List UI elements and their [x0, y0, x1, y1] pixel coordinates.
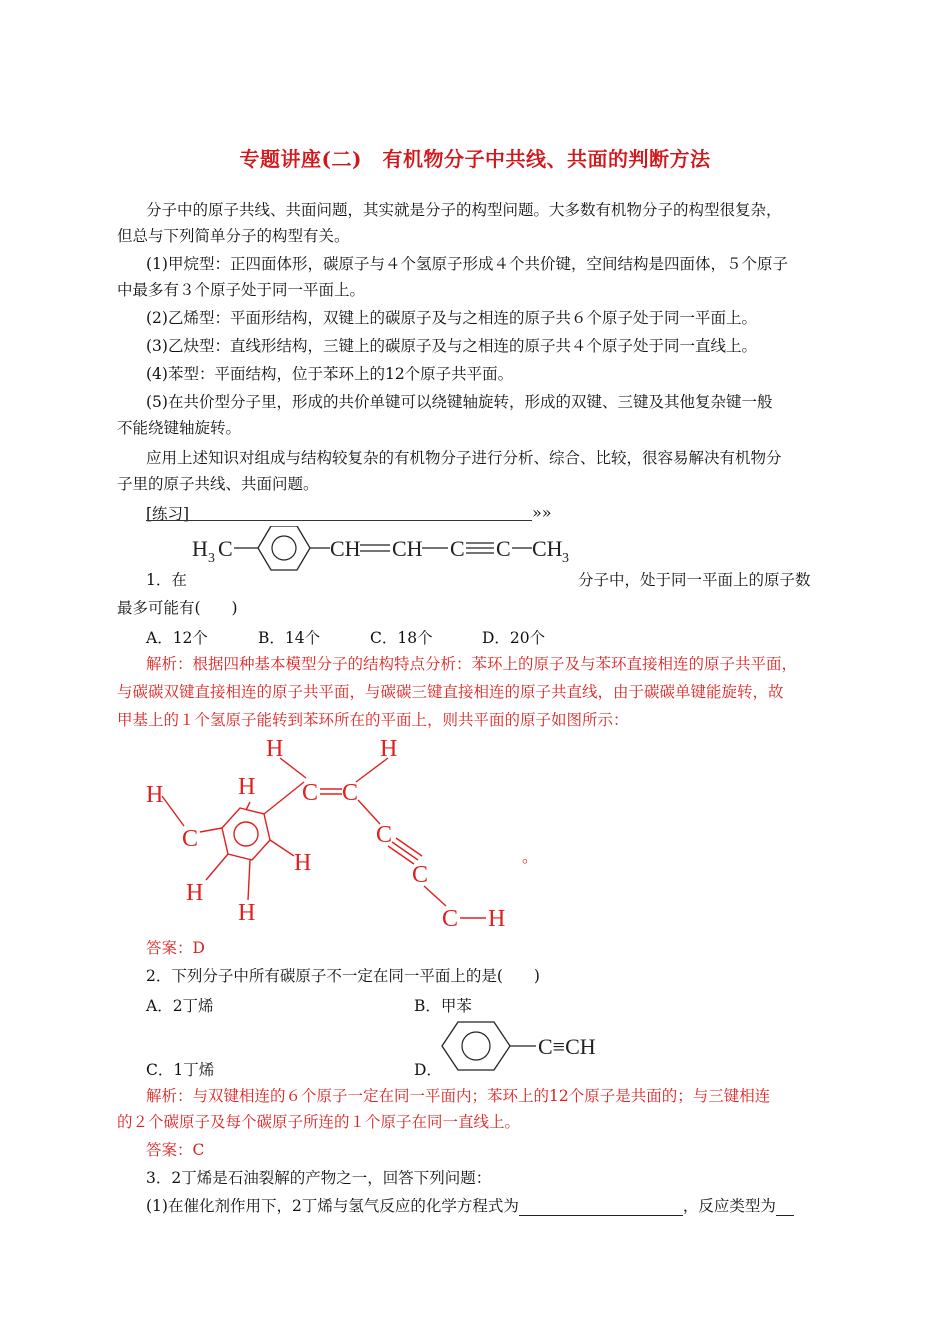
bond-ring-cdouble: [264, 782, 304, 814]
intro-line-2: 但总与下列简单分子的构型有关。: [117, 227, 350, 245]
bond-h-cdouble-right: [356, 758, 388, 782]
h3c-h: H: [192, 536, 208, 561]
q2-stem: 2．下列分子中所有碳原子不一定在同一平面上的是( ): [146, 967, 540, 985]
intro-line-1: 分子中的原子共线、共面问题，其实就是分子的构型问题。大多数有机物分子的构型很复杂，: [146, 201, 782, 219]
atom-c-double-right: C: [342, 780, 359, 806]
diagram-bonds: [162, 758, 486, 918]
rule-5-line-1: (5)在共价型分子里，形成的共价单键可以绕键轴旋转，形成的双键、三键及其他复杂键一般: [146, 393, 773, 411]
q2-option-d: D．: [414, 1061, 442, 1079]
apply-line-1: 应用上述知识对组成与结构较复杂的有机物分子进行分析、综合、比较，很容易解决有机物分: [146, 449, 782, 467]
diagram-benzene-circle: [234, 822, 258, 846]
q2-option-c: C．1丁烯: [146, 1061, 215, 1079]
option-d-benzene-ring: [442, 1022, 510, 1070]
option-d-benzene-circle: [462, 1032, 490, 1060]
q1-stem-after: 分子中，处于同一平面上的原子数: [578, 571, 811, 589]
chain-ch-b: CH: [392, 536, 423, 561]
q3-sub-1: [146, 1196, 794, 1216]
chain-ch3: CH: [532, 536, 563, 561]
atom-h-top-left: H: [266, 736, 284, 762]
q3-sub-1-after: ，反应类型为: [682, 1197, 776, 1215]
q1-option-c: C．18个: [370, 629, 433, 647]
q1-number: 1．在: [146, 571, 187, 589]
chain-ch3-sub: 3: [562, 551, 569, 566]
chain-c2: C: [496, 536, 511, 561]
q2-analysis-line-2: 的２个碳原子及每个碳原子所连的１个原子在同一直线上。: [117, 1113, 521, 1131]
q2-analysis-line-1: 解析：与双键相连的６个原子一定在同一平面内；苯环上的12个原子是共面的；与三键相连: [146, 1087, 771, 1105]
q1-analysis-line-1: 解析：根据四种基本模型分子的结构特点分析：苯环上的原子及与苯环直接相连的原子共平面，: [146, 655, 798, 673]
atom-c-triple-top: C: [376, 822, 393, 848]
option-d-formula: C≡CH: [538, 1034, 596, 1059]
bond-ring-h-top: [246, 802, 250, 810]
rule-2: (2)乙烯型：平面形结构，双键上的碳原子及与之相连的原子共６个原子处于同一平面上。: [146, 309, 757, 327]
atom-h-ring-right: H: [294, 850, 312, 876]
q2-option-d-structure: [436, 1018, 636, 1074]
bond-h-cmethyl: [162, 796, 184, 826]
q1-option-b: B．14个: [258, 629, 321, 647]
rule-3: (3)乙炔型：直线形结构，三键上的碳原子及与之相连的原子共４个原子处于同一直线上。: [146, 337, 757, 355]
atom-c-terminal: C: [442, 906, 459, 930]
q3-stem: 3．2丁烯是石油裂解的产物之一，回答下列问题：: [146, 1169, 492, 1187]
q1-stem-line-2: 最多可能有( ): [117, 599, 238, 617]
bond-h-cdouble-left: [280, 758, 306, 778]
bond-ring-h-left: [206, 854, 228, 880]
coplanar-atoms-diagram: [140, 730, 540, 930]
h3c-c: C: [218, 536, 233, 561]
atom-h-top-right: H: [380, 736, 398, 762]
atom-c-double-left: C: [302, 780, 319, 806]
practice-arrow: »»: [532, 503, 552, 522]
bond-cmethyl-ring: [200, 828, 222, 832]
q3-sub-1-before: (1)在催化剂作用下，2丁烯与氢气反应的化学方程式为: [146, 1197, 519, 1215]
bond-ring-h-right: [270, 840, 294, 856]
diagram-period: 。: [522, 849, 539, 866]
q3-answer-blank-1[interactable]: [519, 1199, 683, 1216]
practice-rule: [146, 520, 532, 521]
atom-h-terminal: H: [488, 906, 506, 930]
chain-c1: C: [450, 536, 465, 561]
q2-answer: 答案：C: [146, 1141, 205, 1159]
rule-4: (4)苯型：平面结构，位于苯环上的12个原子共平面。: [146, 365, 514, 383]
q1-analysis-line-2: 与碳碳双键直接相连的原子共平面，与碳碳三键直接相连的原子共直线，由于碳碳单键能旋转，故: [117, 683, 784, 701]
rule-1-line-1: (1)甲烷型：正四面体形，碳原子与４个氢原子形成４个共价键，空间结构是四面体，５个原子: [146, 255, 788, 273]
atom-h-ring-left: H: [186, 880, 204, 906]
benzene-circle: [272, 536, 296, 560]
bond-cdouble-ctriple: [358, 800, 380, 824]
bond-ring-h-bottom: [248, 860, 250, 900]
rule-1-line-2: 中最多有３个原子处于同一平面上。: [117, 281, 366, 299]
h3c-sub: 3: [208, 551, 215, 566]
atom-c-triple-bottom: C: [412, 862, 429, 888]
rule-5-line-2: 不能绕键轴旋转。: [117, 419, 242, 437]
apply-line-2: 子里的原子共线、共面问题。: [117, 475, 319, 493]
q3-answer-blank-2[interactable]: [776, 1199, 794, 1216]
atom-h-methyl: H: [146, 782, 164, 808]
q1-option-a: A．12个: [146, 629, 208, 647]
q2-option-b: B．甲苯: [414, 997, 472, 1015]
bond-ctriple-cterminal: [424, 886, 446, 906]
atom-h-ring-top: H: [238, 774, 256, 800]
diagram-benzene-ring: [222, 808, 270, 860]
q2-option-a: A．2丁烯: [146, 997, 214, 1015]
practice-header: [练习]: [146, 505, 190, 523]
q1-analysis-line-3: 甲基上的１个氢原子能转到苯环所在的平面上，则共平面的原子如图所示：: [117, 711, 629, 729]
atom-c-methyl: C: [182, 826, 199, 852]
benzene-ring: [258, 526, 310, 570]
atom-h-ring-bottom: H: [238, 900, 256, 926]
page-title: 专题讲座(二) 有机物分子中共线、共面的判断方法: [239, 147, 711, 171]
q1-option-d: D．20个: [482, 629, 546, 647]
q1-answer: 答案：D: [146, 939, 205, 957]
chain-ch-a: CH: [330, 536, 361, 561]
q1-structure-formula: [180, 526, 600, 586]
diagram-atoms: [146, 736, 505, 930]
